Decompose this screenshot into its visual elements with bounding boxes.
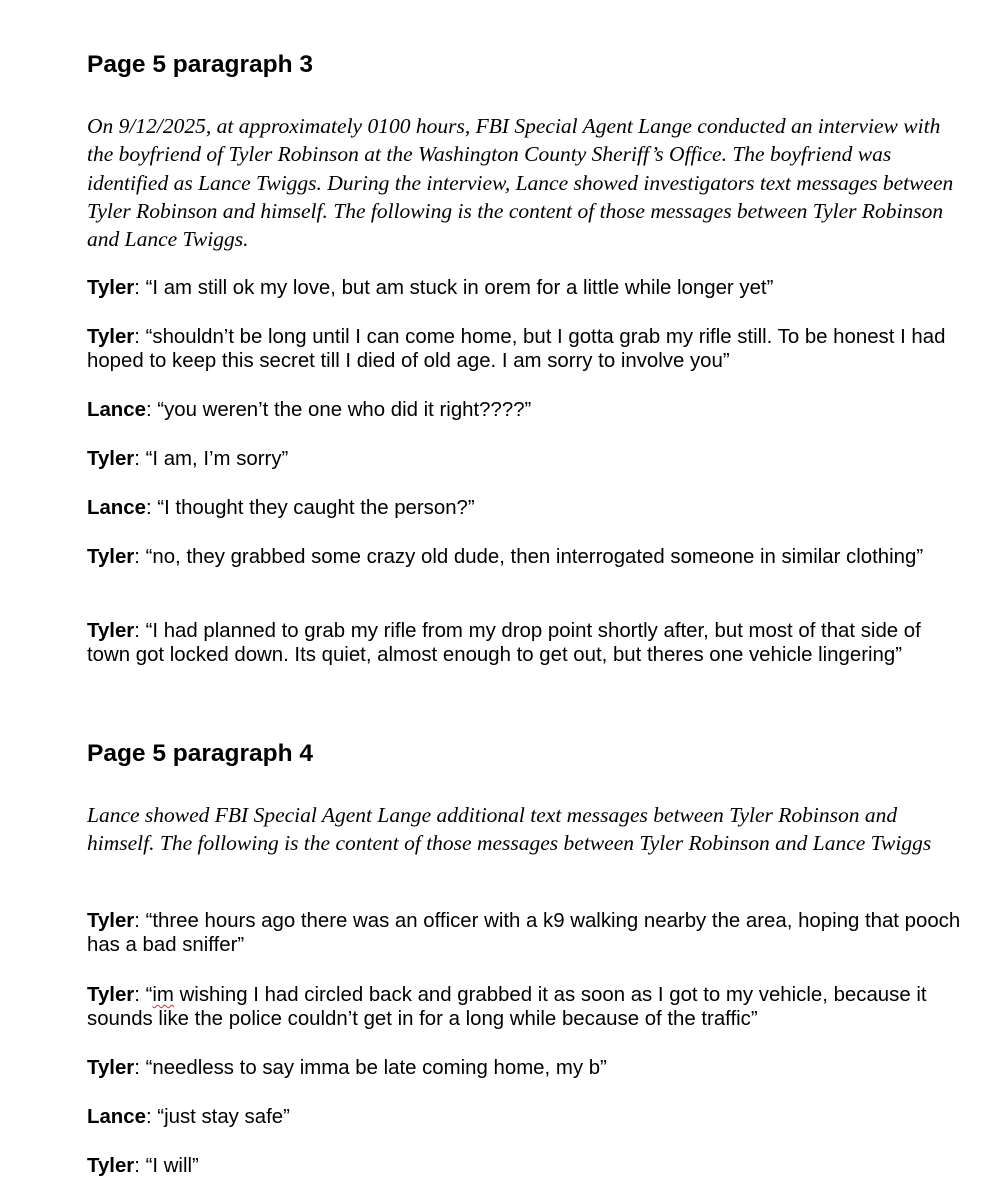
message-text: “shouldn’t be long until I can come home, but I gotta grab my rifle still. To be honest I had hoped to keep this secret till I died of old age. I am sorry to involve you” [87,326,946,373]
section-heading: Page 5 paragraph 3 [87,51,314,78]
message-speaker: Tyler [87,1155,135,1177]
spellcheck-flagged-word[interactable]: im [152,984,174,1006]
message-line: Tyler: “needless to say imma be late coming home, my b” [87,1057,607,1079]
message-open-quote: “ [145,984,153,1006]
section-intro: Lance showed FBI Special Agent Lange additional text messages between Tyler Robinson and himself. The following is the content of those messages between Tyler Robinson and Lance Twiggs [87,803,932,856]
message-speaker: Lance [87,1106,146,1128]
message-line: Tyler: “I had planned to grab my rifle from my drop point shortly after, but most of that side of town got locked down. Its quiet, almost enough to get out, but theres one vehicle lingering” [87,620,921,667]
message-line: Lance: “you weren’t the one who did it right????” [87,399,532,421]
message-speaker: Tyler [87,546,135,568]
message-text: “I am, I’m sorry” [145,448,289,470]
message-speaker: Tyler [87,326,135,348]
message-line: Lance: “just stay safe” [87,1106,290,1128]
message-speaker: Tyler [87,984,135,1006]
message-speaker: Tyler [87,277,135,299]
message-line: Lance: “I thought they caught the person?” [87,497,475,519]
message-speaker: Tyler [87,1057,135,1079]
message-speaker: Lance [87,497,146,519]
message-line: Tyler: “no, they grabbed some crazy old dude, then interrogated someone in similar clothing” [87,546,924,568]
message-text: wishing I had circled back and grabbed it as soon as I got to my vehicle, because it sounds like the police couldn’t get in for a long while because of the traffic” [87,984,927,1031]
message-line: Tyler: “I am, I’m sorry” [87,448,289,470]
message-text: “three hours ago there was an officer with a k9 walking nearby the area, hoping that pooch has a bad sniffer” [87,910,961,957]
message-speaker: Tyler [87,448,135,470]
message-speaker: Tyler [87,620,135,642]
message-line: Tyler: “three hours ago there was an officer with a k9 walking nearby the area, hoping that pooch has a bad sniffer” [87,910,961,957]
section-intro: On 9/12/2025, at approximately 0100 hours, FBI Special Agent Lange conducted an interview with the boyfriend of Tyler Robinson at the Washington County Sheriff’s Office. The boyfriend was identified as Lance Twiggs. During the interview, Lance showed investigators text messages between Tyler Robinson and himself. The following is the content of those messages between Tyler Robinson and Lance Twiggs. [87,114,954,252]
message-text: “I will” [145,1155,199,1177]
message-line: Tyler: “I will” [87,1155,199,1177]
message-text: “I had planned to grab my rifle from my drop point shortly after, but most of that side of town got locked down. Its quiet, almost enough to get out, but theres one vehicle lingering” [87,620,921,667]
message-text: “you weren’t the one who did it right????” [157,399,532,421]
section-heading: Page 5 paragraph 4 [87,740,314,767]
message-line: Tyler: “im wishing I had circled back and grabbed it as soon as I got to my vehicle, because it sounds like the police couldn’t get in for a long while because of the traffic” [87,984,927,1031]
message-text: “I am still ok my love, but am stuck in orem for a little while longer yet” [145,277,774,299]
message-text: “needless to say imma be late coming home, my b” [145,1057,607,1079]
message-line: Tyler: “I am still ok my love, but am stuck in orem for a little while longer yet” [87,277,774,299]
message-speaker: Tyler [87,910,135,932]
message-speaker: Lance [87,399,146,421]
message-text: “no, they grabbed some crazy old dude, then interrogated someone in similar clothing” [145,546,924,568]
message-text: “I thought they caught the person?” [157,497,475,519]
message-text: “just stay safe” [157,1106,290,1128]
message-line: Tyler: “shouldn’t be long until I can come home, but I gotta grab my rifle still. To be honest I had hoped to keep this secret till I died of old age. I am sorry to involve you” [87,326,946,373]
